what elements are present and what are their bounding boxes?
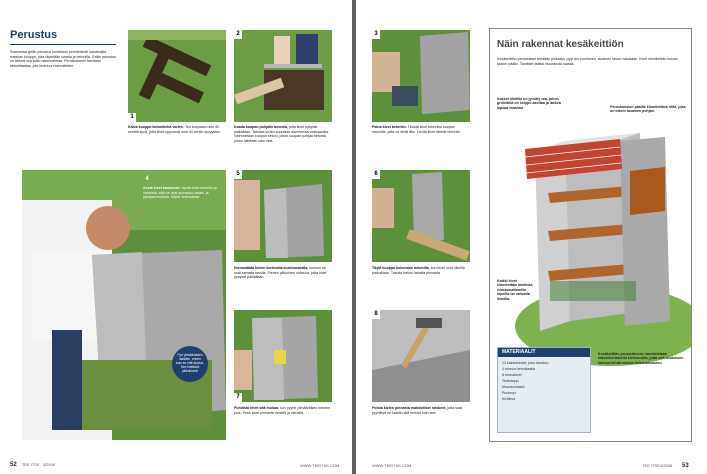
illustration-box: [489, 28, 692, 442]
step-number-2: 2: [234, 30, 242, 39]
left-page: [0, 0, 352, 474]
step-caption-4: [143, 186, 221, 200]
right-page: [356, 0, 707, 474]
materials-header: [498, 348, 590, 357]
material-item: Muurauslaasti: [502, 385, 525, 389]
right-page-number: 53: [682, 463, 689, 469]
right-footer-url: WWW.TEEITSE.COM: [372, 463, 412, 468]
label-bottom: Kesäkeittiön perusrakenne varmistetaan kaksinkertaisella kivireunalla, jotta voit istutuksen kanssa tehdä valmiin kokonaisuuden.: [598, 352, 684, 365]
step-number-8: 8: [372, 310, 380, 319]
step-caption-7-bold: Puhdista kivet sitä mukaa,: [234, 406, 279, 410]
label-right: Peruskansion pääille kiinnitettävä ritilä, joka on oikein tasaisen pohjan.: [610, 105, 686, 114]
step-caption-1-text: Tee kuopasta noin 40 senttiä syvä, jotta kivet uppoavat noin 34 sentin syvyyteen.: [128, 125, 222, 134]
step-caption-5-bold: Hienosäädä kivien korkeutta kumivasaralla,: [234, 266, 309, 270]
right-footer: [372, 463, 692, 468]
step-caption-4-text: Upota kivet betoniin ja varmista, että ne ovat suorassa vaaka- ja pystysuunnassa. Käytä vesivaakaa.: [143, 186, 217, 200]
material-item: 4 tukeva betonilaatta: [502, 367, 536, 371]
step-caption-3-bold: Paina kivet betoniin.: [372, 125, 407, 129]
step-caption-8-bold: Poista kivien pinnasta mahdolliset roiskeet,: [372, 406, 447, 410]
left-footer-issue: 3/2008: [42, 462, 55, 467]
step-number-3: 3: [372, 30, 380, 39]
step-caption-1-bold: Kaiva kuoppa betonikehä varten.: [128, 125, 185, 129]
step-caption-3-text: Tiivistä kivet tukeviksi kuopan reunoille, jotta ne eivät liiku. Levitä kivet lähelle betoniin.: [372, 125, 462, 134]
illustration-intro: Kesäkeittiön perustukset tehdään pihkasta, pyyt öin vuorineen, avoimen tason valuisaan. Kivet kiinnitetään kuivan kaivon päälle. Tarvitset lisäksi muurausta laastia.: [497, 57, 678, 66]
left-footer-mag: TEE ITSE: [21, 462, 40, 467]
title-rule: [10, 44, 116, 45]
section-title: Perustus: [10, 29, 58, 41]
step-caption-6-bold: Täytä kuoppa kokonaan betonilla,: [372, 266, 430, 270]
callout-bubble: [172, 346, 208, 382]
illustration-title: Näin rakennat kesäkeittiön: [497, 39, 624, 50]
step-caption-3: [372, 125, 470, 134]
photo-step-5: [234, 170, 332, 262]
material-item: Puulevyt: [502, 391, 516, 395]
step-number-6: 6: [372, 170, 380, 179]
step-number-7: 7: [234, 393, 242, 402]
step-caption-2-bold: Kaada kuopan pohjalle betonia,: [234, 125, 288, 129]
step-number-4: 4: [145, 176, 149, 182]
callout-text: Pyri ylimääräisten laastien, ennen kuin se ehtii kuivua. Sen imettävä pikkukiveä!: [176, 353, 204, 373]
step-caption-1: [128, 125, 226, 134]
materials-box: [497, 347, 591, 433]
material-item: Kiviliima: [502, 397, 516, 401]
step-caption-2: [234, 125, 332, 143]
left-page-number: 52: [10, 462, 17, 468]
intro-text: Suomessa grillin perustus hoidetaan perinteisesti kaivamalla maahan kuoppa, joka täytetään soralla ja betonilla. Grillin perustus on tärkeä osa koko rakennelmaa. Perustukseen tarvitaan betonilaattaa, jota kivimuuri kannattelee.: [10, 50, 116, 68]
step-number-1: 1: [128, 113, 136, 122]
kitchen-illustration: [490, 81, 692, 371]
step-caption-2-text: jotta kivet pysyvät paikallaan. Tarkista kivien suorassa asennossa vesivaa'alla. Vaiennetaan kuopan betoni, johon kuopan pohjaa betonia, johon laitetaan vain vesi.: [234, 125, 330, 143]
step-caption-5: [234, 266, 332, 280]
photo-step-7: [234, 310, 332, 402]
materials-list: [498, 357, 590, 405]
photo-step-2: [234, 30, 332, 122]
material-item: 8 reunakivet: [502, 373, 522, 377]
step-number-5: 5: [234, 170, 242, 179]
right-footer-issue: 3/2008: [660, 463, 673, 468]
label-top: Kaksoi olkitilla on jyrsitty ura, johon grillirittilä on helppo asettaa ja laskea lapoaa maahan.: [497, 97, 561, 110]
left-footer-url: WWW.TEEITSE.COM: [300, 463, 340, 468]
photo-step-3: [372, 30, 470, 122]
step-caption-7: [234, 406, 332, 415]
step-caption-5-text: kunnes ne ovat samalla tasolla. Pienen pikkuinen vahvuus, jotta kivet pysyvät paikallaan.: [234, 266, 327, 280]
material-item: Terästappi: [502, 379, 519, 383]
left-footer: [10, 462, 340, 468]
step-caption-6-text: kun kivet ovat oikeilla paikoillaan. Tasoita betoni lastalla pinnasta.: [372, 266, 465, 275]
material-item: 13 kaksoiskiviä, joka tasottuu: [502, 361, 549, 365]
photo-step-8: [372, 310, 470, 402]
step-caption-8: [372, 406, 470, 415]
photo-step-1: [128, 30, 226, 122]
step-caption-4-bold: Aseta kivet tasaisesti.: [143, 186, 181, 190]
label-left: Kaikki kivet kiinnitetään toisiinsa ruostumattomilla tapeilla tai vahvalla liimalla.: [497, 279, 533, 301]
step-caption-7-text: kun pyyhit ylimääräisen betonin pois. Pese kivet pinnasta vedellä ja sienellä.: [234, 406, 331, 415]
right-footer-mag: TEE ITSE: [642, 463, 660, 468]
step-caption-8-text: jotta saat pyyhittyä ne laastin sitä mukaa kuin teet.: [372, 406, 463, 415]
photo-step-6: [372, 170, 470, 262]
photo-step-4: [22, 170, 226, 440]
materials-title: MATERIAALIT: [502, 349, 536, 355]
step-caption-6: [372, 266, 470, 275]
